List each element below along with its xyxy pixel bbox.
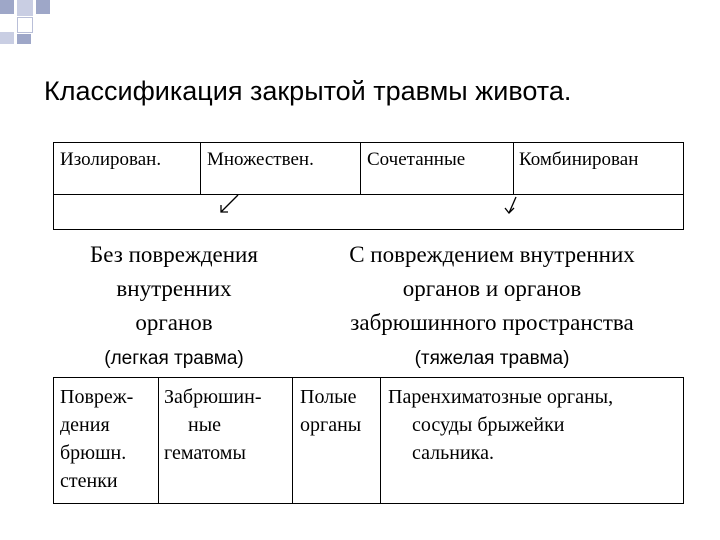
- bottom-col-line: Повреж-: [60, 386, 134, 408]
- arrow-right: [505, 197, 516, 213]
- left-group-line: внутренних: [116, 276, 232, 301]
- left-group-note: (легкая травма): [104, 348, 244, 369]
- type-combined: Сочетанные: [367, 149, 466, 170]
- bottom-col-line: сосуды брыжейки: [412, 414, 565, 436]
- divider: [158, 377, 159, 504]
- divider: [380, 377, 381, 504]
- right-group-line: органов и органов: [402, 276, 582, 301]
- page-title: Классификация закрытой травмы живота.: [44, 76, 572, 106]
- right-group-line: забрюшинного пространства: [350, 310, 634, 335]
- bottom-col-line: ные: [188, 414, 222, 436]
- bottom-col-line: Забрюшин-: [164, 386, 262, 408]
- arrow-left: [221, 195, 238, 212]
- type-isolated: Изолирован.: [60, 149, 162, 170]
- right-group-note: (тяжелая травма): [414, 348, 570, 369]
- left-group-line: Без повреждения: [90, 242, 258, 267]
- bottom-col-line: Паренхиматозные органы,: [388, 386, 614, 408]
- bottom-col-line: Полые: [300, 386, 357, 408]
- type-multiple: Множествен.: [207, 149, 314, 170]
- type-combination: Комбинирован: [519, 149, 639, 170]
- right-group-line: С повреждением внутренних: [349, 242, 635, 267]
- bottom-col-line: гематомы: [164, 442, 246, 464]
- bottom-col-line: брюшн.: [60, 442, 127, 464]
- bottom-col-line: сальника.: [412, 442, 494, 464]
- bottom-col-line: органы: [300, 414, 362, 436]
- bottom-col-line: стенки: [60, 470, 118, 492]
- left-group-line: органов: [135, 310, 213, 335]
- divider: [292, 377, 293, 504]
- bottom-col-line: дения: [60, 414, 110, 436]
